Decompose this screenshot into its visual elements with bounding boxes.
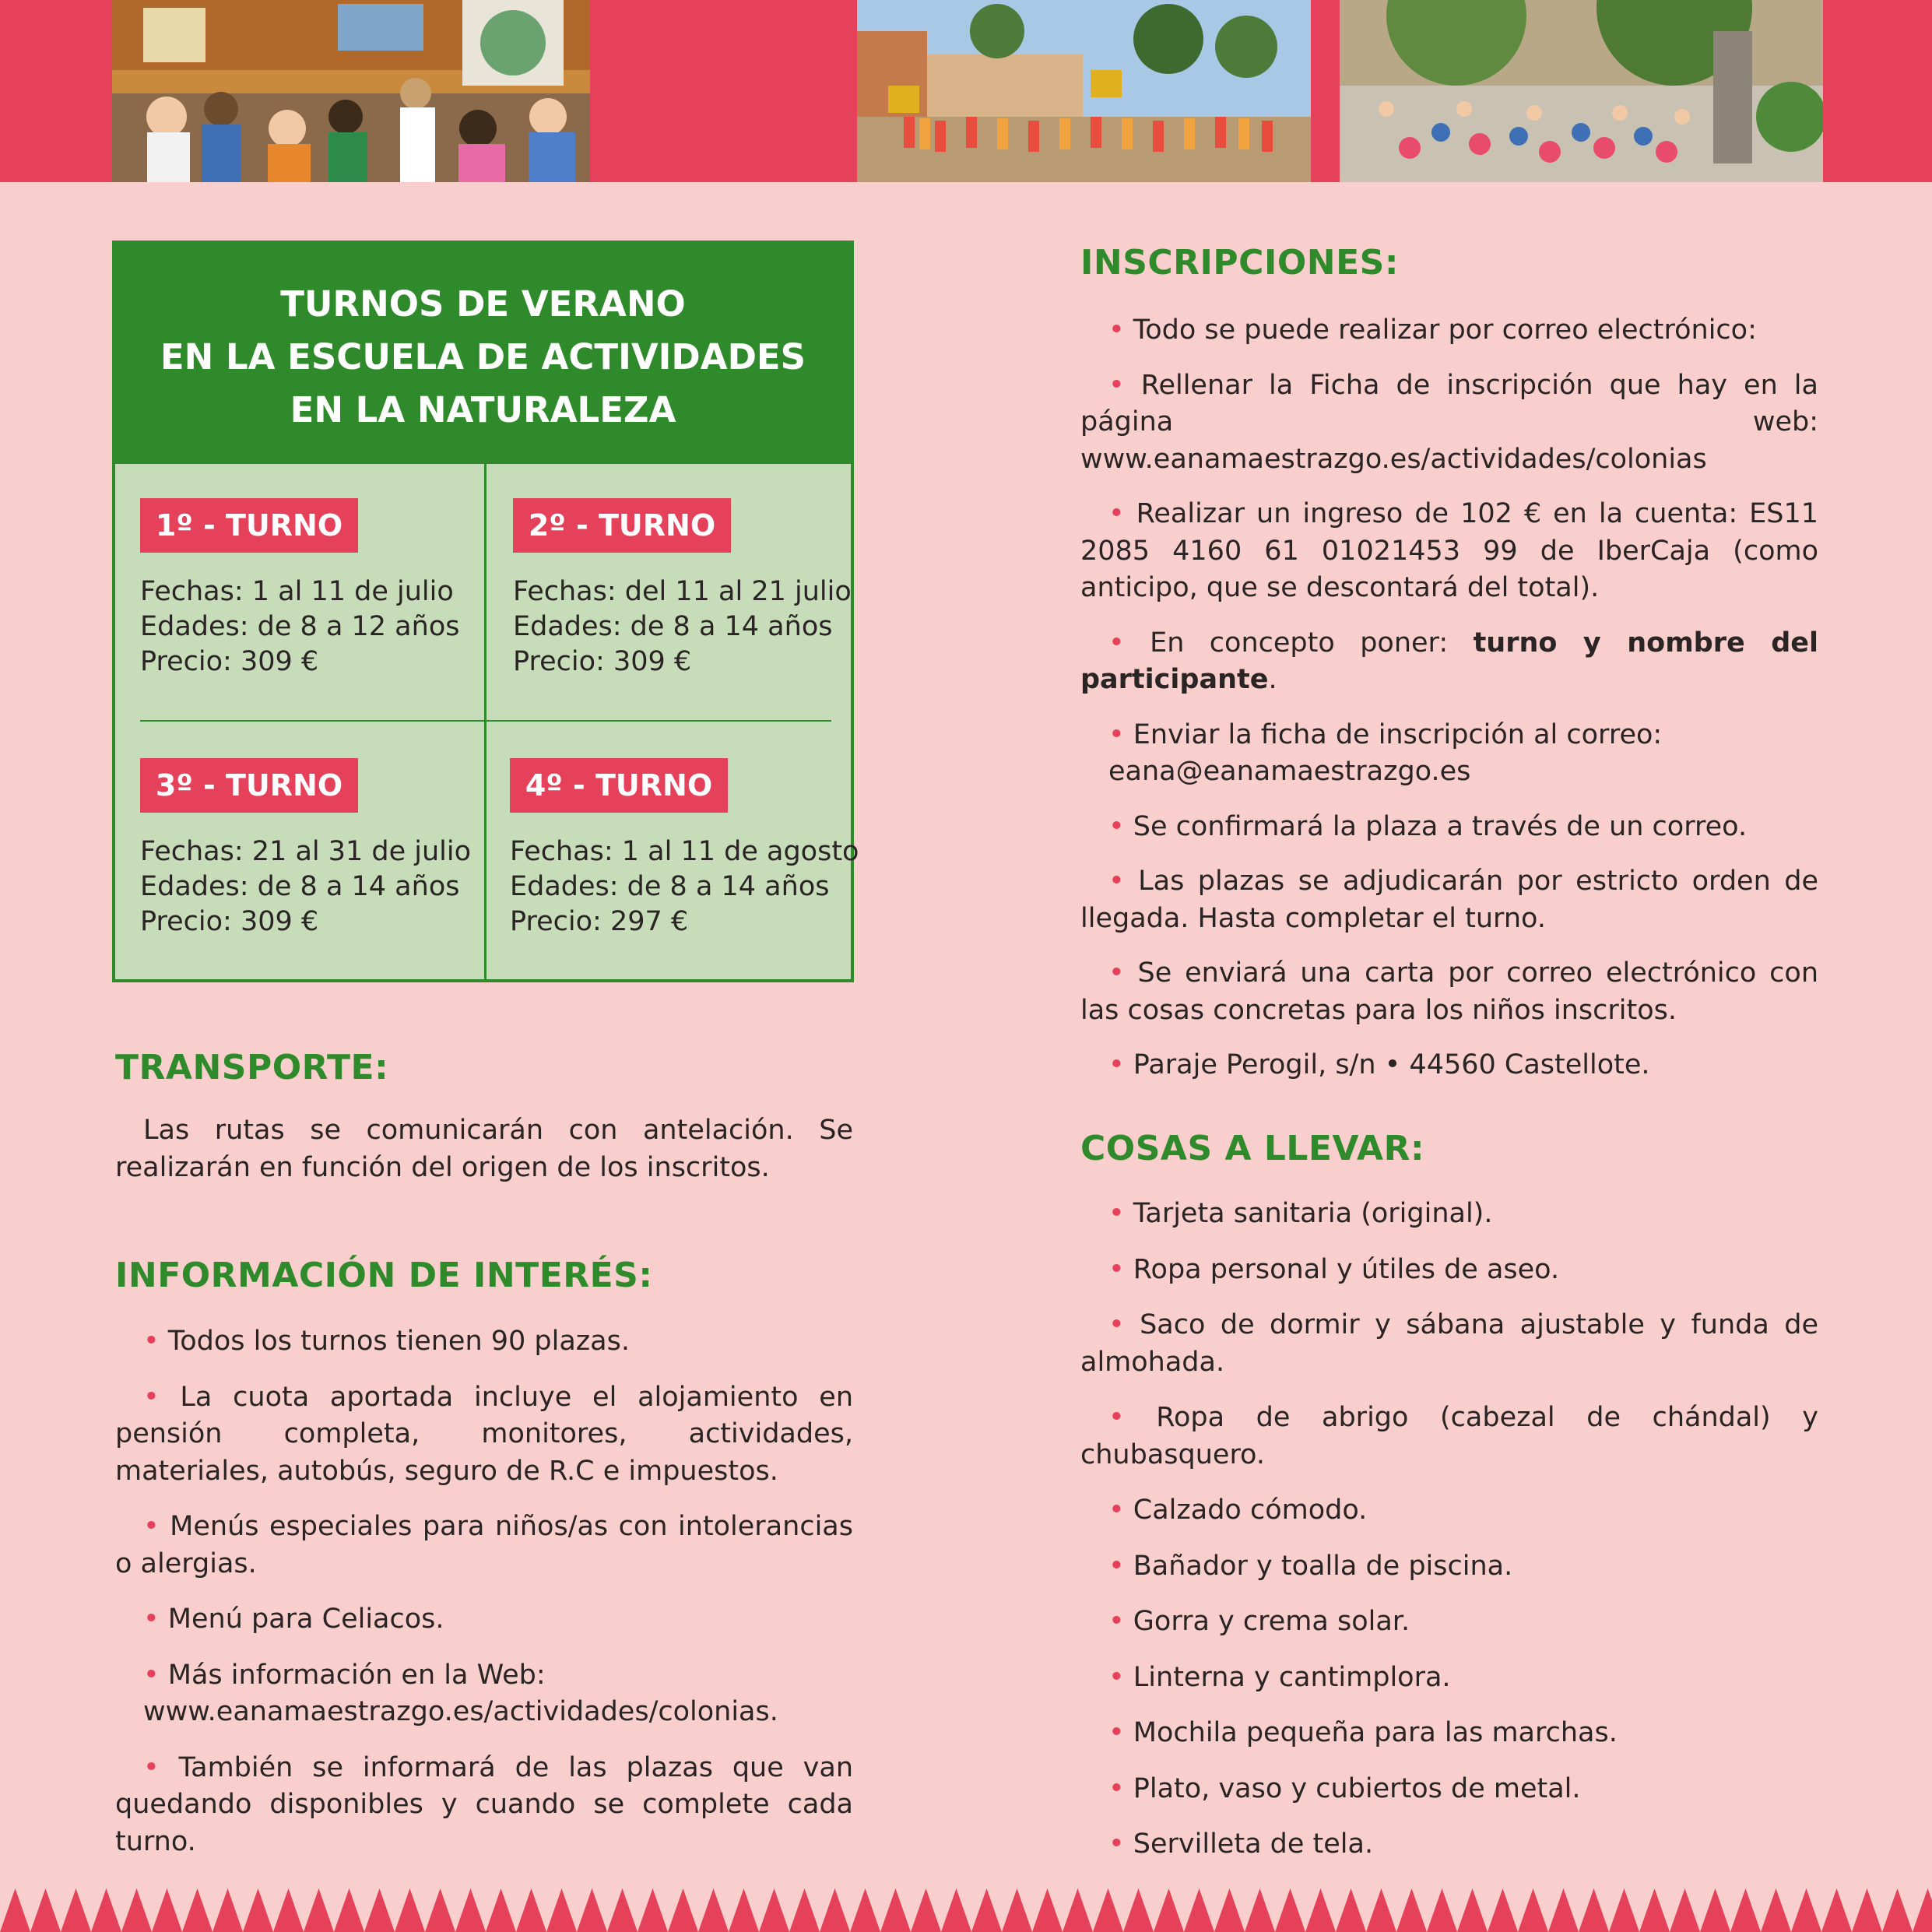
list-item: • Rellenar la Ficha de inscripción que hay en la página web: www.eanamaestrazgo.es/actividades/colonias [1080, 369, 1818, 475]
turno-edades: Edades: de 8 a 12 años [140, 611, 460, 642]
turno-card [510, 758, 859, 940]
list-item: • Calzado cómodo. [1108, 1495, 1368, 1526]
turnos-title [115, 244, 851, 464]
turno-fechas: Fechas: del 11 al 21 julio [513, 576, 852, 607]
bullet-icon: • [143, 1381, 181, 1413]
turnos-title-line: EN LA ESCUELA DE ACTIVIDADES [160, 336, 806, 378]
turno-precio: Precio: 297 € [510, 906, 689, 937]
bullet-icon: • [1108, 718, 1133, 750]
bullet-icon: • [1108, 627, 1150, 659]
turno-fechas: Fechas: 1 al 11 de julio [140, 576, 454, 607]
turno-card [140, 498, 459, 680]
cosas-heading: COSAS A LLEVAR: [1080, 1129, 1425, 1168]
turnos-box [112, 241, 859, 982]
list-item: • Gorra y crema solar. [1108, 1606, 1410, 1637]
bullet-icon: • [1108, 1198, 1133, 1229]
turno-fechas: Fechas: 1 al 11 de agosto [510, 836, 859, 867]
turnos-title-line: TURNOS DE VERANO [280, 283, 686, 325]
bullet-icon: • [1108, 866, 1139, 897]
inscripciones-list [1080, 312, 1818, 1102]
kids-group-under-trees-photo [1340, 0, 1823, 182]
bullet-icon: • [1108, 1717, 1133, 1748]
bullet-icon: • [1108, 1402, 1157, 1433]
kids-indoor-activity-photo [112, 0, 590, 182]
turno-badge: 2º - TURNO [513, 498, 731, 553]
turno-edades: Edades: de 8 a 14 años [140, 871, 460, 902]
top-photo-band [0, 0, 1932, 182]
inscripciones-heading: INSCRIPCIONES: [1080, 243, 1399, 283]
turnos-title-line: EN LA NATURALEZA [290, 389, 676, 430]
bullet-icon: • [143, 1511, 170, 1542]
list-item: • También se informará de las plazas que van quedando disponibles y cuando se complete cada turno. [115, 1751, 853, 1857]
list-item: • Se enviará una carta por correo electrónico con las cosas concretas para los niños inscritos. [1080, 957, 1818, 1026]
list-item: • Menús especiales para niños/as con intolerancias o alergias. [115, 1511, 853, 1579]
turnos-divider-horizontal [140, 720, 831, 722]
list-item: • Las plazas se adjudicarán por estricto orden de llegada. Hasta completar el turno. [1080, 866, 1818, 934]
cosas-list [1080, 1196, 1818, 1882]
turno-card [140, 758, 471, 940]
kids-parade-outdoor-photo [857, 0, 1311, 182]
list-item: • Plato, vaso y cubiertos de metal. [1108, 1772, 1581, 1804]
list-item: • Ropa personal y útiles de aseo. [1108, 1253, 1560, 1285]
turno-badge: 4º - TURNO [510, 758, 728, 813]
bullet-icon: • [1108, 1828, 1133, 1860]
list-item: • Servilleta de tela. [1108, 1828, 1374, 1860]
informacion-heading: INFORMACIÓN DE INTERÉS: [115, 1256, 653, 1295]
list-item: • Realizar un ingreso de 102 € en la cuenta: ES11 2085 4160 61 01021453 99 de IberCaja (como anticipo, que se descontará del total). [1080, 498, 1818, 603]
turno-edades: Edades: de 8 a 14 años [510, 871, 830, 902]
list-item: • Ropa de abrigo (cabezal de chándal) y chubasquero. [1080, 1402, 1818, 1470]
turno-card [513, 498, 852, 680]
list-item: • En concepto poner: turno y nombre del participante. [1080, 627, 1818, 695]
bullet-icon: • [1108, 1049, 1133, 1080]
turno-badge: 3º - TURNO [140, 758, 358, 813]
bullet-icon: • [1108, 810, 1133, 842]
bullet-icon: • [143, 1659, 168, 1691]
list-item: • Mochila pequeña para las marchas. [1108, 1717, 1618, 1748]
turno-edades: Edades: de 8 a 14 años [513, 611, 833, 642]
turnos-divider-vertical [484, 464, 487, 979]
turno-precio: Precio: 309 € [513, 646, 692, 677]
bullet-icon: • [1108, 1550, 1133, 1582]
list-item: • La cuota aportada incluye el alojamiento en pensión completa, monitores, actividades, materiales, autobús, seguro de R.C e impuestos. [115, 1381, 853, 1487]
informacion-list [115, 1323, 853, 1879]
bullet-icon: • [1108, 1495, 1133, 1526]
list-item: • Saco de dormir y sábana ajustable y funda de almohada. [1080, 1309, 1818, 1378]
bullet-icon: • [143, 1751, 179, 1783]
bullet-icon: • [143, 1326, 168, 1357]
turno-badge: 1º - TURNO [140, 498, 358, 553]
bullet-icon: • [1108, 1309, 1140, 1340]
transporte-heading: TRANSPORTE: [115, 1048, 389, 1087]
list-item: • Linterna y cantimplora. [1108, 1661, 1451, 1693]
list-item: • Menú para Celiacos. [143, 1604, 444, 1635]
list-item: • Más información en la Web: www.eanamaestrazgo.es/actividades/colonias. [143, 1659, 778, 1727]
bullet-icon: • [1108, 1772, 1133, 1804]
bullet-icon: • [1108, 314, 1133, 346]
list-item: • Enviar la ficha de inscripción al correo: eana@eanamaestrazgo.es [1108, 718, 1663, 787]
list-item: • Tarjeta sanitaria (original). [1108, 1198, 1493, 1229]
turno-precio: Precio: 309 € [140, 646, 319, 677]
turno-precio: Precio: 309 € [140, 906, 319, 937]
list-item: • Se confirmará la plaza a través de un correo. [1108, 810, 1748, 842]
bullet-icon: • [1108, 957, 1138, 989]
transporte-text: Las rutas se comunicarán con antelación. Se realizarán en función del origen de los inscritos. [115, 1115, 853, 1183]
bullet-icon: • [1108, 498, 1136, 529]
list-item: • Todos los turnos tienen 90 plazas. [143, 1326, 630, 1357]
bullet-icon: • [1108, 1606, 1133, 1637]
bullet-icon: • [1108, 369, 1141, 401]
zigzag-border [0, 1888, 1932, 1932]
list-item: • Bañador y toalla de piscina. [1108, 1550, 1513, 1582]
turno-fechas: Fechas: 21 al 31 de julio [140, 836, 472, 867]
list-item: • Paraje Perogil, s/n • 44560 Castellote. [1108, 1049, 1650, 1080]
bullet-icon: • [1108, 1253, 1133, 1285]
list-item: • Todo se puede realizar por correo electrónico: [1108, 314, 1757, 346]
bullet-icon: • [143, 1604, 168, 1635]
bullet-icon: • [1108, 1661, 1133, 1693]
